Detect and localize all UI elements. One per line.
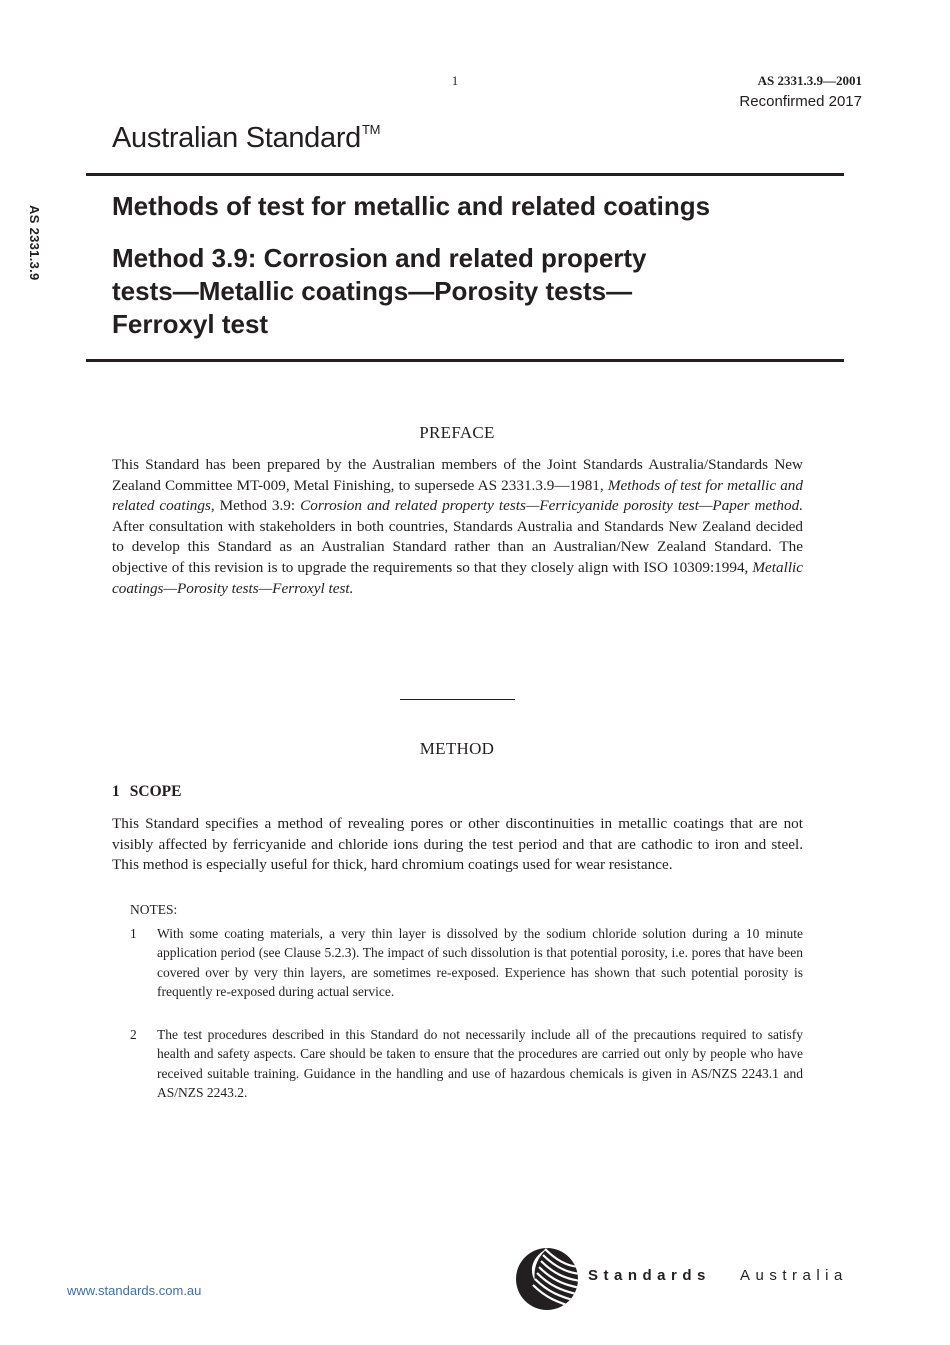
note-text: The test procedures described in this Standard do not necessarily include all of the precautions required to satisfy health and safety aspects. Care should be taken to ensure that the procedures are carried out only by people who have received suitable training. Guidance in the handling and use of hazardous chemicals is given in AS/NZS 2243.1 and AS/NZS 2243.2. bbox=[157, 1027, 803, 1100]
website-link[interactable]: www.standards.com.au bbox=[67, 1283, 202, 1298]
trademark-mark: TM bbox=[362, 122, 381, 138]
method-title-line: tests—Metallic coatings—Porosity tests— bbox=[112, 276, 633, 306]
preface-text-run: This Standard has been prepared by the Australian members of the Joint Standards Australia/Standards New Zealand Committee MT-009, Metal Finishing, to supersede AS 2331.3.9—1981, bbox=[112, 456, 803, 494]
document-code: AS 2331.3.9—2001 bbox=[757, 73, 862, 88]
preface-paragraph bbox=[112, 455, 803, 599]
scope-number: 1 bbox=[112, 783, 120, 800]
page-number: 1 bbox=[451, 73, 459, 88]
series-title: Methods of test for metallic and related coatings bbox=[112, 191, 711, 221]
preface-text-run: Method 3.9: bbox=[214, 497, 301, 515]
section-separator bbox=[400, 699, 515, 700]
logo-word-standards: Standards bbox=[588, 1267, 711, 1284]
brand-text: Australian Standard bbox=[112, 122, 362, 154]
logo-word-australia: Australia bbox=[740, 1267, 848, 1284]
title-rule-bottom bbox=[86, 359, 844, 362]
preface-text-run: After consultation with stakeholders in both countries, Standards Australia and Standards New Zealand decided to develop this Standard as an Australian Standard rather than an Australian/New Zealand Standard. The objective of this revision is to upgrade the requirements so that they closely align with ISO 10309:1994, bbox=[112, 517, 803, 576]
note-number: 2 bbox=[130, 1027, 137, 1042]
preface-heading: PREFACE bbox=[419, 423, 495, 442]
method-heading: METHOD bbox=[419, 739, 495, 758]
method-title-line: Ferroxyl test bbox=[112, 309, 269, 339]
scope-title: SCOPE bbox=[129, 783, 182, 800]
notes-label: NOTES: bbox=[130, 902, 178, 917]
side-code-text: AS 2331.3.9 bbox=[27, 205, 42, 281]
preface-italic-run: Metallic coatings—Porosity tests—Ferroxyl test. bbox=[112, 558, 803, 597]
preface-italic-run: Methods of test for metallic and related coatings, bbox=[112, 476, 803, 515]
note-number: 1 bbox=[130, 926, 137, 941]
side-document-code bbox=[24, 205, 44, 295]
method-title-line: Method 3.9: Corrosion and related property bbox=[112, 243, 647, 273]
standards-australia-logo-icon bbox=[515, 1247, 579, 1311]
note-item bbox=[130, 1025, 803, 1102]
scope-heading bbox=[112, 783, 181, 801]
standard-brand bbox=[112, 122, 380, 155]
note-text: With some coating materials, a very thin layer is dissolved by the sodium chloride solution during a 10 minute application period (see Clause 5.2.3). The impact of such dissolution is that potential porosity, i.e. pores that have been covered over by very thin layers, are sometimes re-exposed. Experience has shown that such potential porosity is frequently re-exposed during actual service. bbox=[157, 926, 803, 999]
note-item bbox=[130, 924, 803, 1001]
method-title bbox=[112, 242, 812, 341]
reconfirmed-label: Reconfirmed 2017 bbox=[739, 93, 862, 110]
preface-italic-run: Corrosion and related property tests—Ferricyanide porosity test—Paper method. bbox=[300, 497, 804, 515]
scope-paragraph: This Standard specifies a method of revealing pores or other discontinuities in metallic coatings that are not visibly affected by ferricyanide and chloride ions during the test period and that are cathodic to iron and steel. This method is especially useful for thick, hard chromium coatings used for wear resistance. bbox=[112, 815, 803, 874]
title-rule-top bbox=[86, 173, 844, 176]
